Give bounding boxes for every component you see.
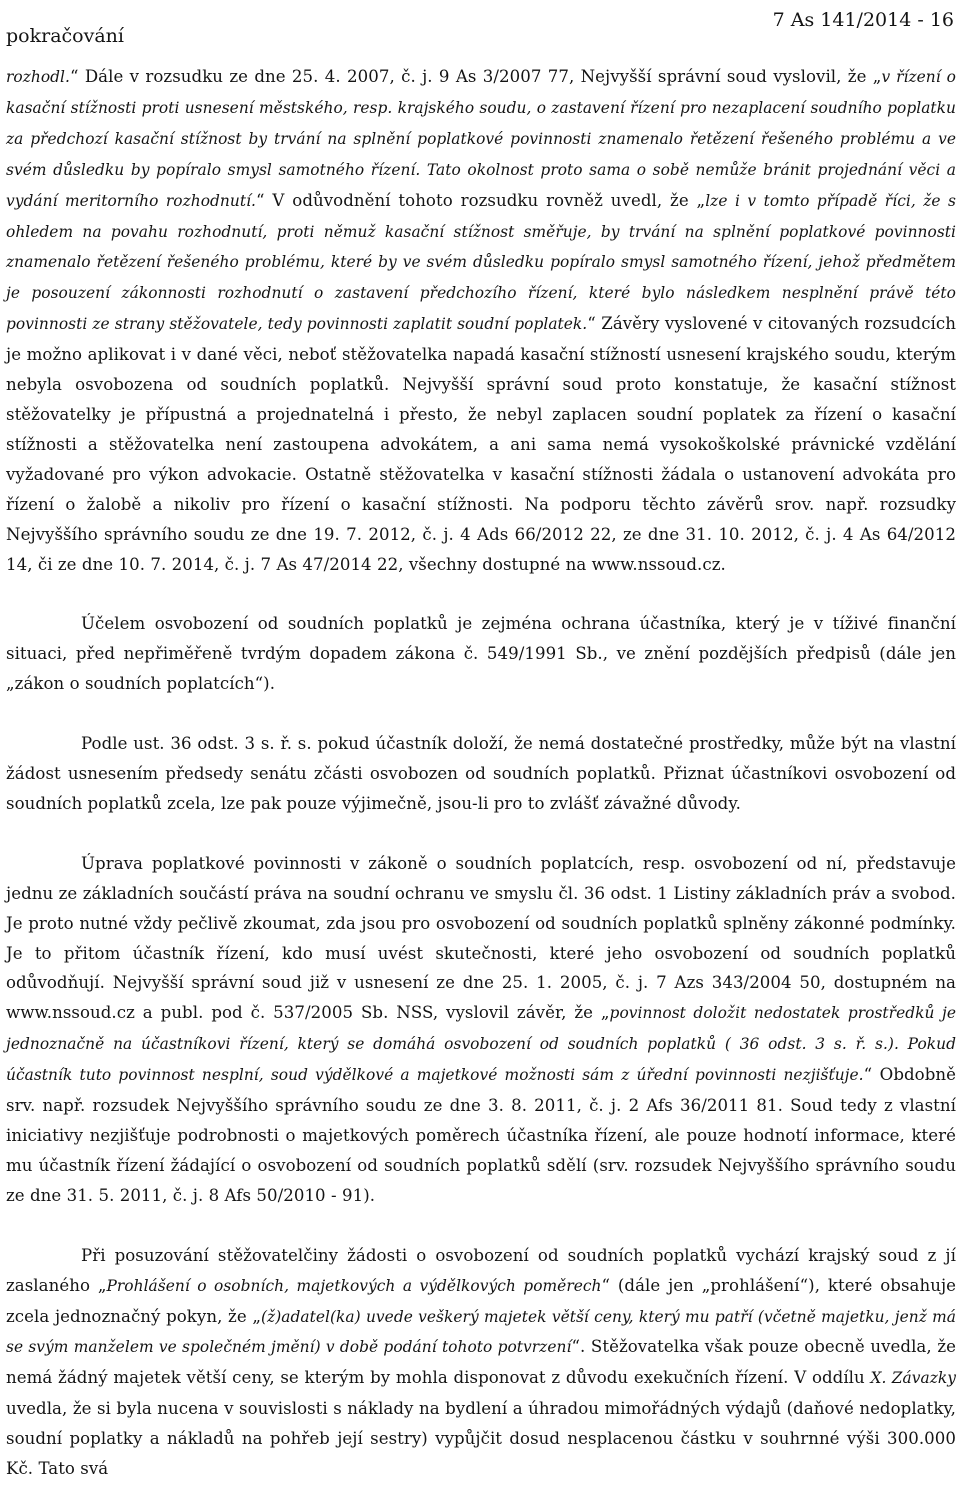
text-run: “ Závěry vyslovené v citovaných rozsudcích je možno aplikovat i v dané věci, neboť stěžovatelka napadá kasační stížností usnesení krajského soudu, kterým nebyla osvobozena od soudních poplatků. Nejvyšší správní soud proto konstatuje, že kasační stížnost stěžovatelky je přípustná a projednatelná i přesto, že nebyl zaplacen soudní poplatek za řízení o kasační stížnosti a stěžovatelka není zastoupena advokátem, a ani sama nemá vysokoškolské právnické vzdělání vyžadované pro výkon advokacie. Ostatně stěžovatelka v kasační stížnosti žádala o ustanovení advokáta pro řízení o žalobě a nikoliv pro řízení o kasační stížnosti. Na podporu těchto závěrů srov. např. rozsudky Nejvyššího správního soudu ze dne 19. 7. 2012, č. j. 4 Ads 66/2012 22, ze dne 31. 10. 2012, č. j. 4 As 64/2012 14, či ze dne 10. 7. 2014, č. j. 7 As 47/2014 22, všechny dostupné na www.nssoud.cz.: [6, 314, 956, 574]
italic-quote: Prohlášení o osobních, majetkových a výdělkových poměrech: [106, 1276, 602, 1295]
document-body: [6, 62, 956, 1484]
text-run: Účelem osvobození od soudních poplatků je zejména ochrana účastníka, který je v tíživé finanční situaci, před nepřiměřeně tvrdým dopadem zákona č. 549/1991 Sb., ve znění pozdějších předpisů (dále jen „zákon o soudních poplatcích“).: [6, 614, 956, 694]
text-run: Úprava poplatkové povinnosti v zákoně o soudních poplatcích, resp. osvobození od ní, představuje jednu ze základních součástí práva na soudní ochranu ve smyslu čl. 36 odst. 1 Listiny základních práv a svobod. Je proto nutné vždy pečlivě zkoumat, zda jsou pro osvobození od soudních poplatků splněny zákonné podmínky. Je to přitom účastník řízení, kdo musí uvést skutečnosti, které jeho osvobození od soudních poplatků odůvodňují. Nejvyšší správní soud již v usnesení ze dne 25. 1. 2005, č. j. 7 Azs 343/2004 50, dostupném na www.nssoud.cz a publ. pod č. 537/2005 Sb. NSS, vyslovil závěr, že „: [6, 853, 956, 1023]
italic-quote: povinnost doložit nedostatek prostředků je jednoznačně na účastníkovi řízení, který se domáhá osvobození od soudních poplatků ( 36 odst. 3 s. ř. s.). Pokud účastník tuto povinnost nesplní, soud výdělkové a majetkové možnosti sám z úřední povinnosti nezjišťuje.: [6, 1004, 956, 1085]
paragraph: [6, 1241, 956, 1484]
paragraph: [6, 729, 956, 819]
italic-quote: (ž)adatel(ka) uvede veškerý majetek větší ceny, který mu patří (včetně majetku, jenž má se svým manželem ve společném jmění) v době podání tohoto potvrzení: [6, 1307, 956, 1357]
italic-quote: lze i v tomto případě říci, že s ohledem na povahu rozhodnutí, proti němuž kasační stížnost směřuje, by trvání na splnění poplatkové povinnosti znamenalo řetězení řešeného problému, které by ve svém důsledku popíralo smysl samotného řízení, jehož předmětem je posouzení zákonnosti rozhodnutí o zastavení předchozího řízení, které bylo následkem nesplnění právě této povinnosti ze strany stěžovatele, tedy povinnosti zaplatit soudní poplatek.: [6, 191, 956, 334]
text-run: Při posuzování stěžovatelčiny žádosti o osvobození od soudních poplatků vychází krajský soud z jí zaslaného „: [6, 1245, 956, 1295]
text-run: “ (dále jen „prohlášení“), které obsahuje zcela jednoznačný pokyn, že „: [6, 1275, 957, 1326]
paragraph: [6, 609, 956, 699]
italic-quote: v řízení o kasační stížnosti proti usnesení městského, resp. krajského soudu, o zastavení řízení pro nezaplacení soudního poplatku za předchozí kasační stížnost by trvání na splnění poplatkové povinnosti znamenalo řetězení řešeného problému a ve svém důsledku by popíralo smysl samotného řízení. Tato okolnost proto sama o sobě nemůže bránit projednání věci a vydání meritorního rozhodnutí.: [6, 68, 956, 210]
text-run: “. Stěžovatelka však pouze obecně uvedla, že nemá žádný majetek větší ceny, se kterým by mohla disponovat z důvodu exekučních řízení. V oddílu: [6, 1337, 956, 1388]
paragraph: [6, 62, 956, 579]
paragraph: [6, 849, 956, 1211]
text-run: “ Obdobně srv. např. rozsudek Nejvyššího správního soudu ze dne 3. 8. 2011, č. j. 2 Afs 36/2011 81. Soud tedy z vlastní iniciativy nezjišťuje podrobnosti o majetkových poměrech účastníka řízení, ale pouze hodnotí informace, které mu účastník řízení žádající o osvobození od soudních poplatků sdělí (srv. rozsudek Nejvyššího správního soudu ze dne 31. 5. 2011, č. j. 8 Afs 50/2010 - 91).: [6, 1065, 956, 1205]
text-run: uvedla, že si byla nucena v souvislosti s náklady na bydlení a úhradou mimořádných výdajů (daňové nedoplatky, soudní poplatky a nákladů na pohřeb její sestry) vypůjčit dosud nesplacenou částku v souhrnné výši 300.000 Kč. Tato svá: [6, 1399, 956, 1479]
text-run: Podle ust. 36 odst. 3 s. ř. s. pokud účastník doloží, že nemá dostatečné prostředky, může být na vlastní žádost usnesením předsedy senátu zčásti osvobozen od soudních poplatků. Přiznat účastníkovi osvobození od soudních poplatků zcela, lze pak pouze výjimečně, jsou-li pro to zvlášť závažné důvody.: [6, 734, 956, 813]
header-case-number: 7 As 141/2014 - 16: [772, 9, 954, 31]
italic-quote: X. Závazky: [870, 1369, 956, 1388]
text-run: “ V odůvodnění tohoto rozsudku rovněž uvedl, že „: [256, 190, 706, 210]
text-run: “ Dále v rozsudku ze dne 25. 4. 2007, č. j. 9 As 3/2007 77, Nejvyšší správní soud vyslovil, že „: [69, 67, 882, 86]
header-continuation-label: pokračování: [6, 25, 124, 47]
italic-quote: rozhodl.: [6, 68, 70, 86]
